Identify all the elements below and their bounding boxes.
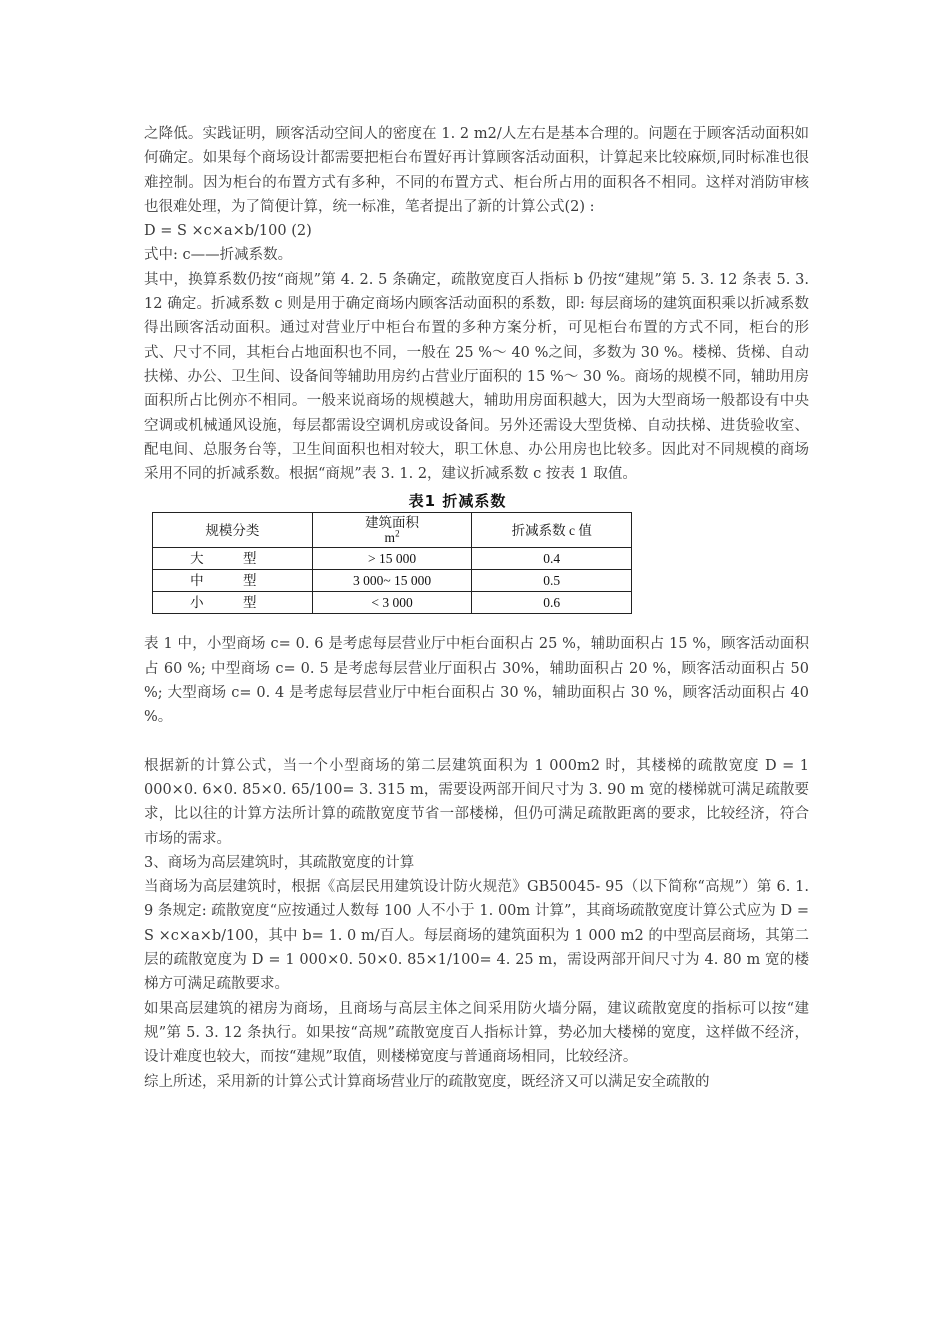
cell-area: 3 000~ 15 000: [312, 570, 472, 592]
paragraph: 其中，换算系数仍按“商规”第 4. 2. 5 条确定，疏散宽度百人指标 b 仍按“建规”第 5. 3. 12 条表 5. 3. 12 确定。折减系数 c 则是用于确定商场内顾客活动面积的系数，即: 每层商场的建筑面积乘以折减系数得出顾客活动面积。通过对营业厅中柜台布置的多种方案分析，可见柜台布置的方式不同，柜台的形式、尺寸不同，其柜台占地面积也不同，一般在 25 %～ 40 %之间，多数为 30 %。楼梯、货梯、自动扶梯、办公、卫生间、设备间等辅助用房约占营业厅面积的 15 %～ 30 %。商场的规模不同，辅助用房面积所占比例亦不相同。一般来说商场的规模越大，辅助用房面积越大，因为大型商场一般都设有中央空调或机械通风设施，每层都需设空调机房或设备间。另外还需设大型货梯、自动扶梯、进货验收室、配电间、总服务台等，卫生间面积也相对较大，职工休息、办公用房也比较多。因此对不同规模的商场采用不同的折减系数。根据“商规”表 3. 1. 2，建议折减系数 c 按表 1 取值。: [144, 271, 809, 483]
paragraph-gap: [144, 730, 809, 754]
header-area: [312, 513, 472, 548]
table-block: [144, 490, 809, 614]
paragraph: 根据新的计算公式，当一个小型商场的第二层建筑面积为 1 000m2 时，其楼梯的疏散宽度 D = 1 000×0. 6×0. 85×0. 65/100= 3. 315 m，需要设两部开间尺寸为 3. 90 m 宽的楼梯就可满足疏散要求，比以往的计算方法所计算的疏散宽度节省一部楼梯，但仍可满足疏散距离的要求，比较经济，符合市场的需求。: [144, 757, 809, 847]
cell-coefficient: 0.6: [472, 592, 632, 614]
reduction-coefficient-table: [152, 512, 632, 614]
table-row: [153, 592, 632, 614]
paragraph: 当商场为高层建筑时，根据《高层民用建筑设计防火规范》GB50045- 95（以下简称“高规”）第 6. 1. 9 条规定: 疏散宽度“应按通过人数每 100 人不小于 1. 00m 计算”，其商场疏散宽度计算公式应为 D = S ×c×a×b/100，其中 b= 1. 0 m/百人。每层商场的建筑面积为 1 000 m2 的中型高层商场，其第二层的疏散宽度为 D = 1 000×0. 50×0. 85×1/100= 4. 25 m，需设两部开间尺寸为 4. 80 m 宽的楼梯方可满足疏散要求。: [144, 879, 809, 993]
cell-coefficient: 0.4: [472, 548, 632, 570]
paragraph: 如果高层建筑的裙房为商场，且商场与高层主体之间采用防火墙分隔，建议疏散宽度的指标可以按“建规”第 5. 3. 12 条执行。如果按“高规”疏散宽度百人指标计算，势必加大楼梯的宽度，这样做不经济，设计难度也较大，而按“建规”取值，则楼梯宽度与普通商场相同，比较经济。: [144, 1000, 809, 1066]
section-heading: 3、商场为高层建筑时，其疏散宽度的计算: [144, 854, 415, 871]
cell-scale: 小 型: [153, 592, 313, 614]
cell-area: < 3 000: [312, 592, 472, 614]
formula: D = S ×c×a×b/100 (2): [144, 223, 312, 240]
header-coefficient: 折减系数 c 值: [472, 513, 632, 548]
table-header-row: [153, 513, 632, 548]
header-area-unit-exp: 2: [395, 528, 400, 539]
paragraph: 之降低。实践证明，顾客活动空间人的密度在 1. 2 m2/人左右是基本合理的。问题在于顾客活动面积如何确定。如果每个商场设计都需要把柜台布置好再计算顾客活动面积，计算起来比较麻烦,同时标准也很难控制。因为柜台的布置方式有多种，不同的布置方式、柜台所占用的面积各不相同。这样对消防审核也很难处理，为了简便计算，统一标准，笔者提出了新的计算公式(2) :: [144, 126, 809, 215]
paragraph: 表 1 中，小型商场 c= 0. 6 是考虑每层营业厅中柜台面积占 25 %，辅助面积占 15 %，顾客活动面积占 60 %; 中型商场 c= 0. 5 是考虑每层营业厅面积占 30%，辅助面积占 20 %，顾客活动面积占 50 %; 大型商场 c= 0. 4 是考虑每层营业厅中柜台面积占 30 %，辅助面积占 30 %，顾客活动面积占 40 %。: [144, 636, 809, 726]
header-scale: 规模分类: [153, 513, 313, 548]
cell-scale: 中 型: [153, 570, 313, 592]
table-title: 表1 折减系数: [408, 492, 507, 511]
document-page: [144, 122, 809, 1094]
paragraph: 综上所述，采用新的计算公式计算商场营业厅的疏散宽度，既经济又可以满足安全疏散的: [144, 1073, 710, 1090]
table-row: [153, 570, 632, 592]
paragraph: 式中: c——折减系数。: [144, 247, 293, 264]
table-row: [153, 548, 632, 570]
header-area-unit: m: [384, 530, 396, 546]
cell-scale: 大 型: [153, 548, 313, 570]
header-area-label: 建筑面积: [365, 515, 420, 531]
cell-area: > 15 000: [312, 548, 472, 570]
cell-coefficient: 0.5: [472, 570, 632, 592]
